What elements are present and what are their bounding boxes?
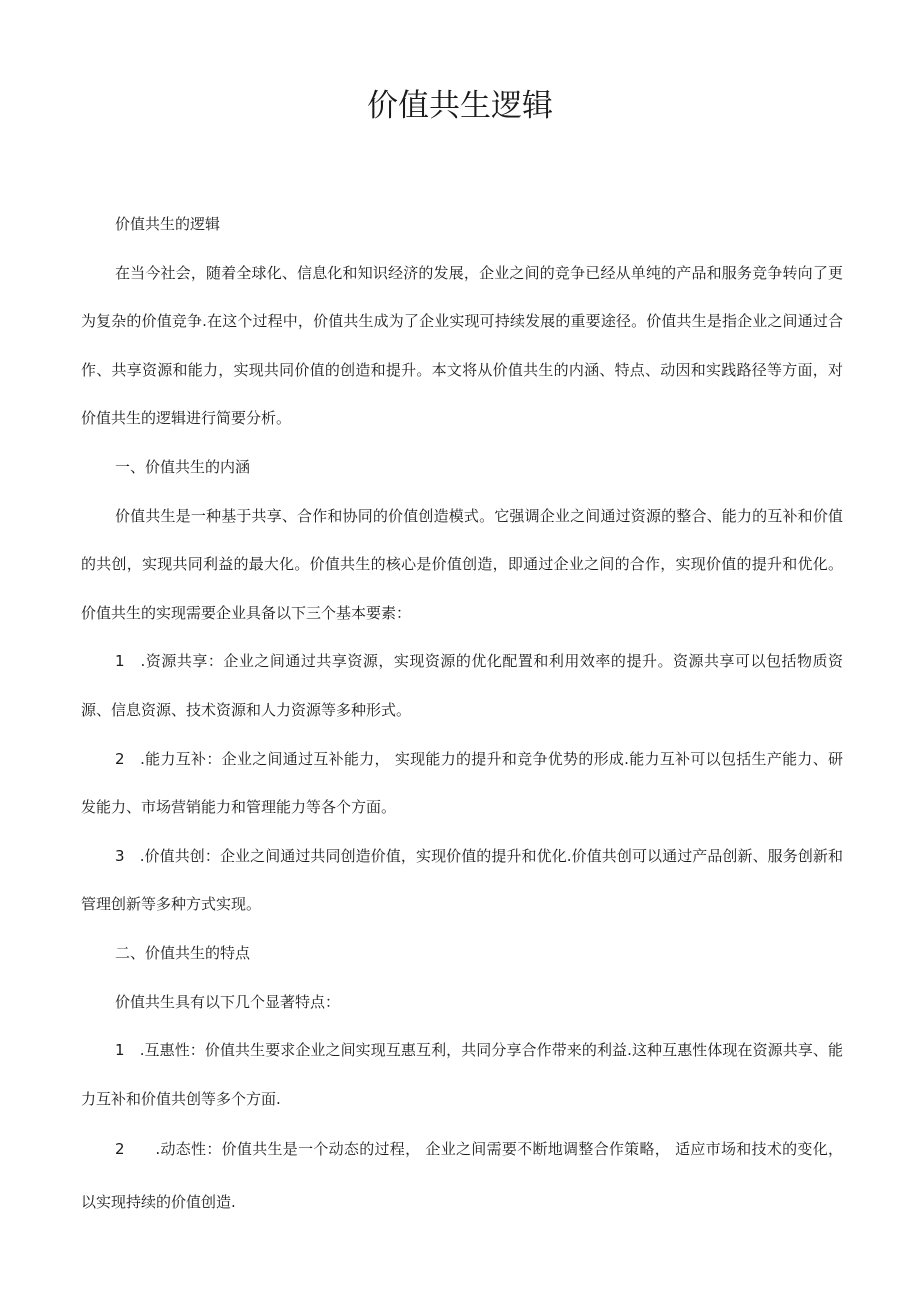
paragraph-characteristics-intro: 价值共生具有以下几个显著特点： xyxy=(115,992,341,1011)
paragraph-intro: 在当今社会，随着全球化、信息化和知识经济的发展，企业之间的竞争已经从单纯的产品和服务竞争转向了更为复杂的价值竞争.在这个过程中，价值共生成为了企业实现可持续发展的重要途径。价值共生是指企业之间通过合作、共享资源和能力，实现共同价值的创造和提升。本文将从价值共生的内涵、特点、动因和实践路径等方面，对价值共生的逻辑进行简要分析。 xyxy=(81,263,843,428)
paragraph-subtitle: 价值共生的逻辑 xyxy=(115,215,221,233)
section-heading-characteristics: 二、价值共生的特点 xyxy=(115,943,251,962)
paragraph-connotation: 价值共生是一种基于共享、合作和协同的价值创造模式。它强调企业之间通过资源的整合、能力的互补和价值的共创，实现共同利益的最大化。价值共生的核心是价值创造，即通过企业之间的合作，实现价值的提升和优化。价值共生的实现需要企业具备以下三个基本要素： xyxy=(81,506,843,622)
section-heading-connotation: 一、价值共生的内涵 xyxy=(115,457,251,476)
list-item-dynamics: 2 .动态性：价值共生是一个动态的过程， 企业之间需要不断地调整合作策略， 适应市场和技术的变化，以实现持续的价值创造. xyxy=(81,1140,843,1212)
document-title: 价值共生逻辑 xyxy=(367,88,553,124)
list-item-reciprocity: 1 .互惠性：价值共生要求企业之间实现互惠互利，共同分享合作带来的利益.这种互惠性体现在资源共享、能力互补和价值共创等多个方面. xyxy=(81,1041,843,1108)
list-item-value-cocreation: 3 .价值共创：企业之间通过共同创造价值，实现价值的提升和优化.价值共创可以通过产品创新、服务创新和管理创新等多种方式实现。 xyxy=(81,846,843,914)
list-item-capability-complement: 2 .能力互补：企业之间通过互补能力， 实现能力的提升和竞争优势的形成.能力互补可以包括生产能力、研发能力、市场营销能力和管理能力等各个方面。 xyxy=(81,749,843,817)
list-item-resource-sharing: 1 .资源共享：企业之间通过共享资源，实现资源的优化配置和利用效率的提升。资源共享可以包括物质资源、信息资源、技术资源和人力资源等多种形式。 xyxy=(81,652,843,719)
document-body xyxy=(81,200,843,1229)
